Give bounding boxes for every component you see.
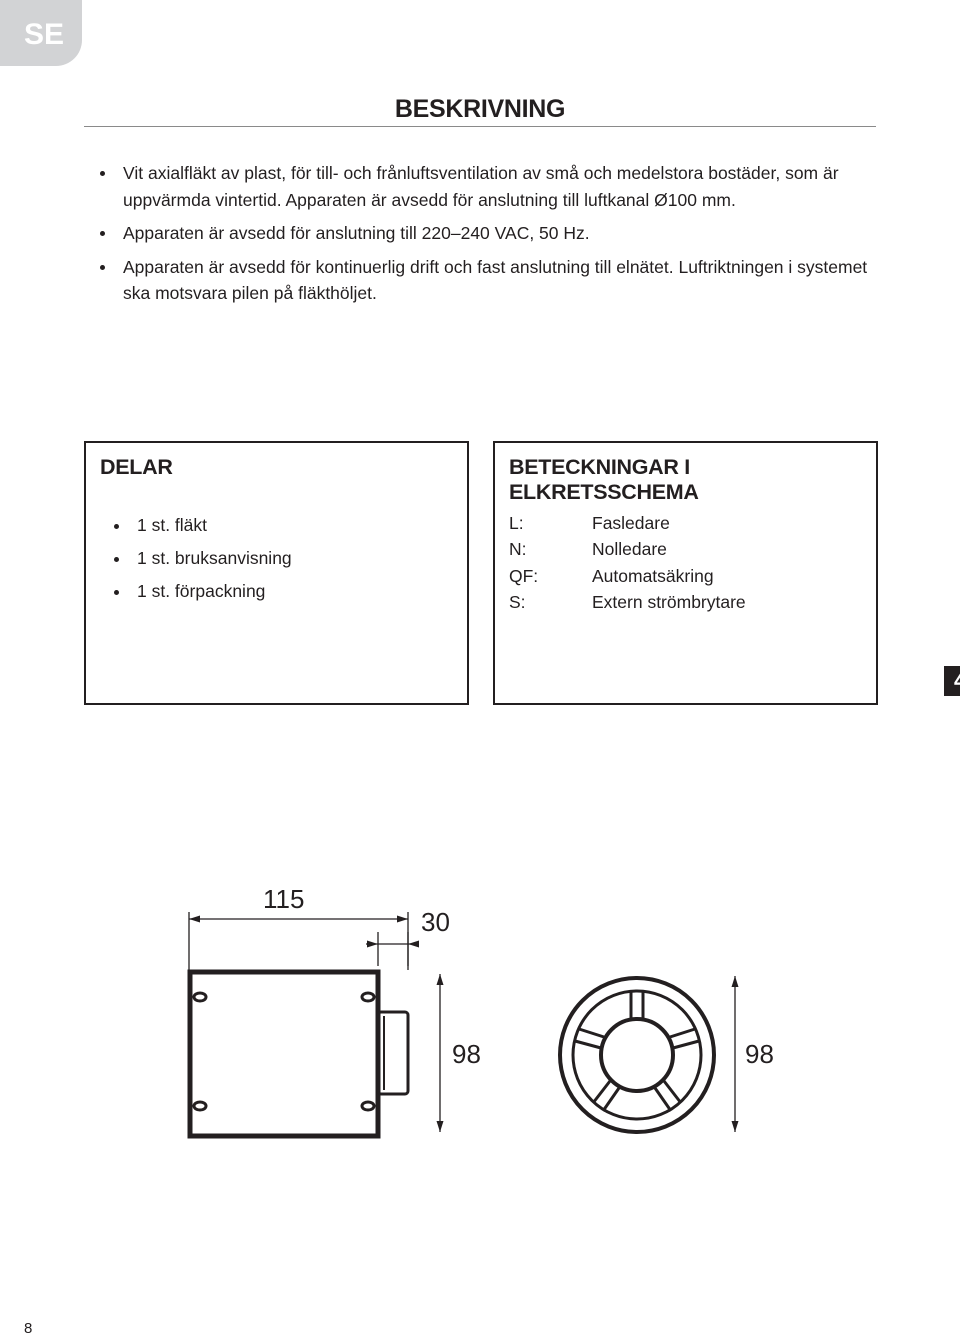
dimension-label-length: 115 bbox=[263, 884, 305, 914]
duct-spigot bbox=[378, 1012, 408, 1094]
description-list bbox=[100, 160, 870, 314]
legend-row bbox=[509, 510, 746, 536]
language-code: SE bbox=[24, 18, 65, 51]
description-item: Apparaten är avsedd för kontinuerlig drift och fast anslutning till elnätet. Luftriktningen i systemet ska motsvara pilen på fläkthöljet. bbox=[100, 254, 870, 307]
legend-code: L: bbox=[509, 513, 524, 533]
fan-front-outer-ring bbox=[560, 978, 714, 1132]
arrowhead bbox=[408, 941, 419, 948]
fan-dimension-drawing bbox=[170, 870, 810, 1150]
parts-title: DELAR bbox=[100, 455, 173, 479]
legend-code: N: bbox=[509, 539, 527, 560]
arrowhead bbox=[189, 916, 200, 923]
parts-item: 1 st. fläkt bbox=[114, 509, 292, 542]
mount-hole bbox=[362, 993, 374, 1001]
legend-code: S: bbox=[509, 591, 526, 612]
section-title: BESKRIVNING bbox=[394, 95, 566, 123]
legend-row bbox=[509, 563, 746, 589]
mount-hole bbox=[194, 993, 206, 1001]
arrowhead bbox=[437, 1121, 444, 1132]
mount-hole bbox=[194, 1102, 206, 1110]
fan-front-inner-ring bbox=[573, 991, 701, 1119]
title-divider bbox=[84, 126, 876, 127]
legend-meaning: Nolledare bbox=[592, 539, 667, 560]
language-tab bbox=[0, 0, 82, 66]
mount-hole bbox=[362, 1102, 374, 1110]
parts-item: 1 st. förpackning bbox=[114, 575, 292, 608]
dimension-label-spigot: 30 bbox=[421, 907, 450, 937]
arrowhead bbox=[732, 976, 739, 987]
legend-code: QF: bbox=[509, 565, 539, 586]
parts-list bbox=[114, 509, 292, 608]
arrowhead bbox=[367, 941, 378, 948]
legend-meaning: Extern strömbrytare bbox=[592, 591, 746, 612]
fan-body-side bbox=[190, 972, 378, 1136]
legend-list bbox=[509, 510, 746, 615]
legend-meaning: Automatsäkring bbox=[592, 565, 714, 586]
dimension-label-height-side: 98 bbox=[452, 1039, 481, 1069]
legend-row bbox=[509, 536, 746, 562]
description-item: Apparaten är avsedd för anslutning till 220–240 VAC, 50 Hz. bbox=[100, 220, 870, 247]
page-number: 8 bbox=[24, 1320, 33, 1337]
legend-title: BETECKNINGAR I ELKRETSSCHEMA bbox=[509, 455, 699, 504]
arrowhead bbox=[437, 974, 444, 985]
arrowhead bbox=[397, 916, 408, 923]
parts-box bbox=[84, 441, 469, 705]
parts-item: 1 st. bruksanvisning bbox=[114, 542, 292, 575]
legend-row bbox=[509, 589, 746, 615]
fan-hub bbox=[601, 1019, 673, 1091]
dimension-label-height-front: 98 bbox=[745, 1039, 774, 1069]
description-item: Vit axialfläkt av plast, för till- och frånluftsventilation av små och medelstora bostäder, som är uppvärmda vintertid. Apparaten är avsedd för anslutning till luftkanal Ø100 mm. bbox=[100, 160, 870, 213]
arrowhead bbox=[732, 1121, 739, 1132]
legend-meaning: Fasledare bbox=[592, 513, 670, 533]
legend-box bbox=[493, 441, 878, 705]
edge-tab: 4 bbox=[944, 666, 960, 696]
